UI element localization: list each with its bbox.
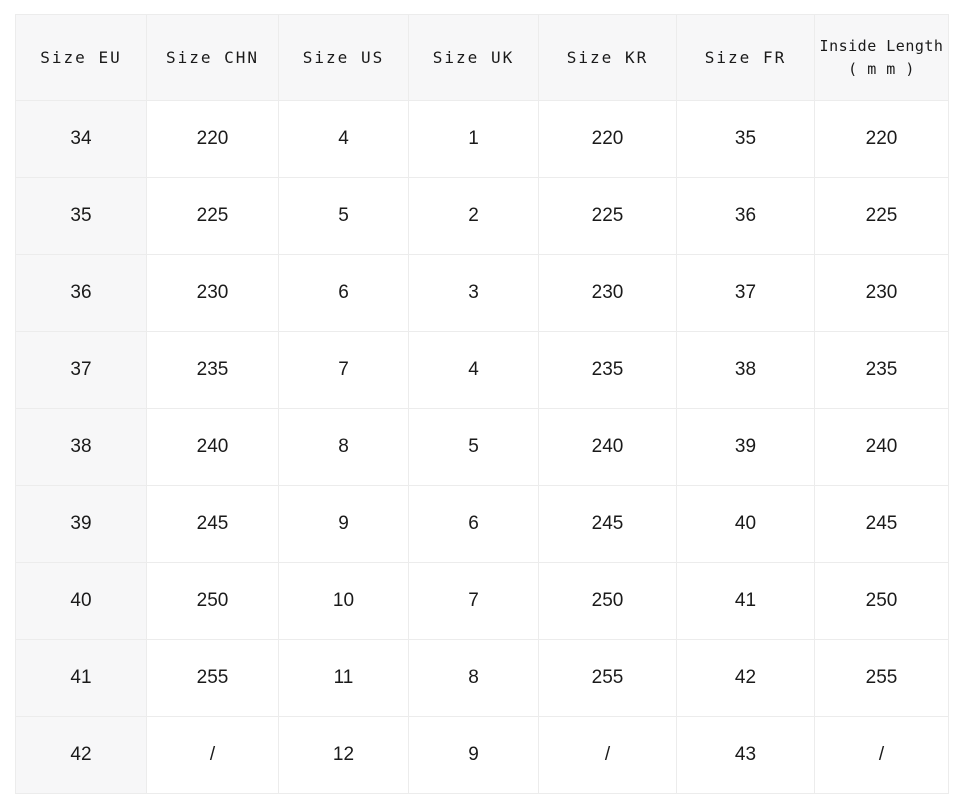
cell-inside-length: 220 (815, 101, 949, 178)
cell-size-kr: 235 (539, 332, 677, 409)
header-label: Inside Length (819, 37, 944, 55)
cell-size-kr: 230 (539, 255, 677, 332)
table-row (16, 717, 949, 794)
cell-size-chn: 240 (147, 409, 279, 486)
cell-inside-length: 250 (815, 563, 949, 640)
cell-size-kr: 250 (539, 563, 677, 640)
cell-size-fr: 37 (677, 255, 815, 332)
cell-size-chn: 235 (147, 332, 279, 409)
cell-size-uk: 8 (409, 640, 539, 717)
cell-size-eu: 41 (16, 640, 147, 717)
cell-size-eu: 36 (16, 255, 147, 332)
cell-size-fr: 35 (677, 101, 815, 178)
header-sublabel: ( m m ) (848, 59, 915, 78)
header-label: Size EU (40, 48, 122, 67)
cell-inside-length: 245 (815, 486, 949, 563)
table-row (16, 486, 949, 563)
header-label: Size FR (704, 48, 787, 67)
table-row (16, 255, 949, 332)
cell-size-chn: / (147, 717, 279, 794)
cell-inside-length: 240 (815, 409, 949, 486)
cell-size-us: 9 (279, 486, 409, 563)
cell-size-kr: 220 (539, 101, 677, 178)
cell-size-kr: 225 (539, 178, 677, 255)
header-inside-length (815, 15, 949, 101)
cell-size-eu: 34 (16, 101, 147, 178)
cell-inside-length: / (815, 717, 949, 794)
cell-size-us: 5 (279, 178, 409, 255)
cell-size-fr: 40 (677, 486, 815, 563)
cell-size-fr: 43 (677, 717, 815, 794)
cell-size-us: 12 (279, 717, 409, 794)
cell-size-chn: 245 (147, 486, 279, 563)
header-label: Size UK (432, 48, 515, 67)
size-conversion-table (15, 14, 949, 794)
cell-size-uk: 5 (409, 409, 539, 486)
cell-size-eu: 38 (16, 409, 147, 486)
cell-size-kr: 255 (539, 640, 677, 717)
cell-size-uk: 2 (409, 178, 539, 255)
cell-size-us: 4 (279, 101, 409, 178)
cell-size-fr: 39 (677, 409, 815, 486)
cell-size-uk: 7 (409, 563, 539, 640)
cell-size-eu: 37 (16, 332, 147, 409)
header-size-chn (147, 15, 279, 101)
cell-size-uk: 4 (409, 332, 539, 409)
cell-size-us: 7 (279, 332, 409, 409)
cell-size-eu: 39 (16, 486, 147, 563)
cell-size-chn: 225 (147, 178, 279, 255)
cell-size-eu: 40 (16, 563, 147, 640)
header-label: Size CHN (165, 48, 260, 67)
cell-size-uk: 3 (409, 255, 539, 332)
cell-size-kr: 245 (539, 486, 677, 563)
table-row (16, 332, 949, 409)
header-size-fr (677, 15, 815, 101)
cell-size-fr: 42 (677, 640, 815, 717)
cell-size-eu: 35 (16, 178, 147, 255)
cell-size-chn: 250 (147, 563, 279, 640)
table-row (16, 178, 949, 255)
cell-size-eu: 42 (16, 717, 147, 794)
cell-inside-length: 230 (815, 255, 949, 332)
cell-size-kr: 240 (539, 409, 677, 486)
cell-size-kr: / (539, 717, 677, 794)
table-row (16, 563, 949, 640)
cell-size-us: 6 (279, 255, 409, 332)
cell-size-uk: 1 (409, 101, 539, 178)
cell-size-us: 10 (279, 563, 409, 640)
cell-size-chn: 230 (147, 255, 279, 332)
header-size-uk (409, 15, 539, 101)
cell-size-uk: 9 (409, 717, 539, 794)
cell-inside-length: 235 (815, 332, 949, 409)
cell-size-uk: 6 (409, 486, 539, 563)
cell-inside-length: 255 (815, 640, 949, 717)
header-label: Size US (302, 48, 385, 67)
cell-size-fr: 36 (677, 178, 815, 255)
header-size-eu (16, 15, 147, 101)
header-label: Size KR (566, 48, 649, 67)
table-row (16, 101, 949, 178)
table-row (16, 640, 949, 717)
cell-size-chn: 255 (147, 640, 279, 717)
cell-inside-length: 225 (815, 178, 949, 255)
cell-size-us: 8 (279, 409, 409, 486)
cell-size-us: 11 (279, 640, 409, 717)
header-row (16, 15, 949, 101)
cell-size-fr: 41 (677, 563, 815, 640)
header-size-us (279, 15, 409, 101)
table-row (16, 409, 949, 486)
header-size-kr (539, 15, 677, 101)
cell-size-chn: 220 (147, 101, 279, 178)
cell-size-fr: 38 (677, 332, 815, 409)
